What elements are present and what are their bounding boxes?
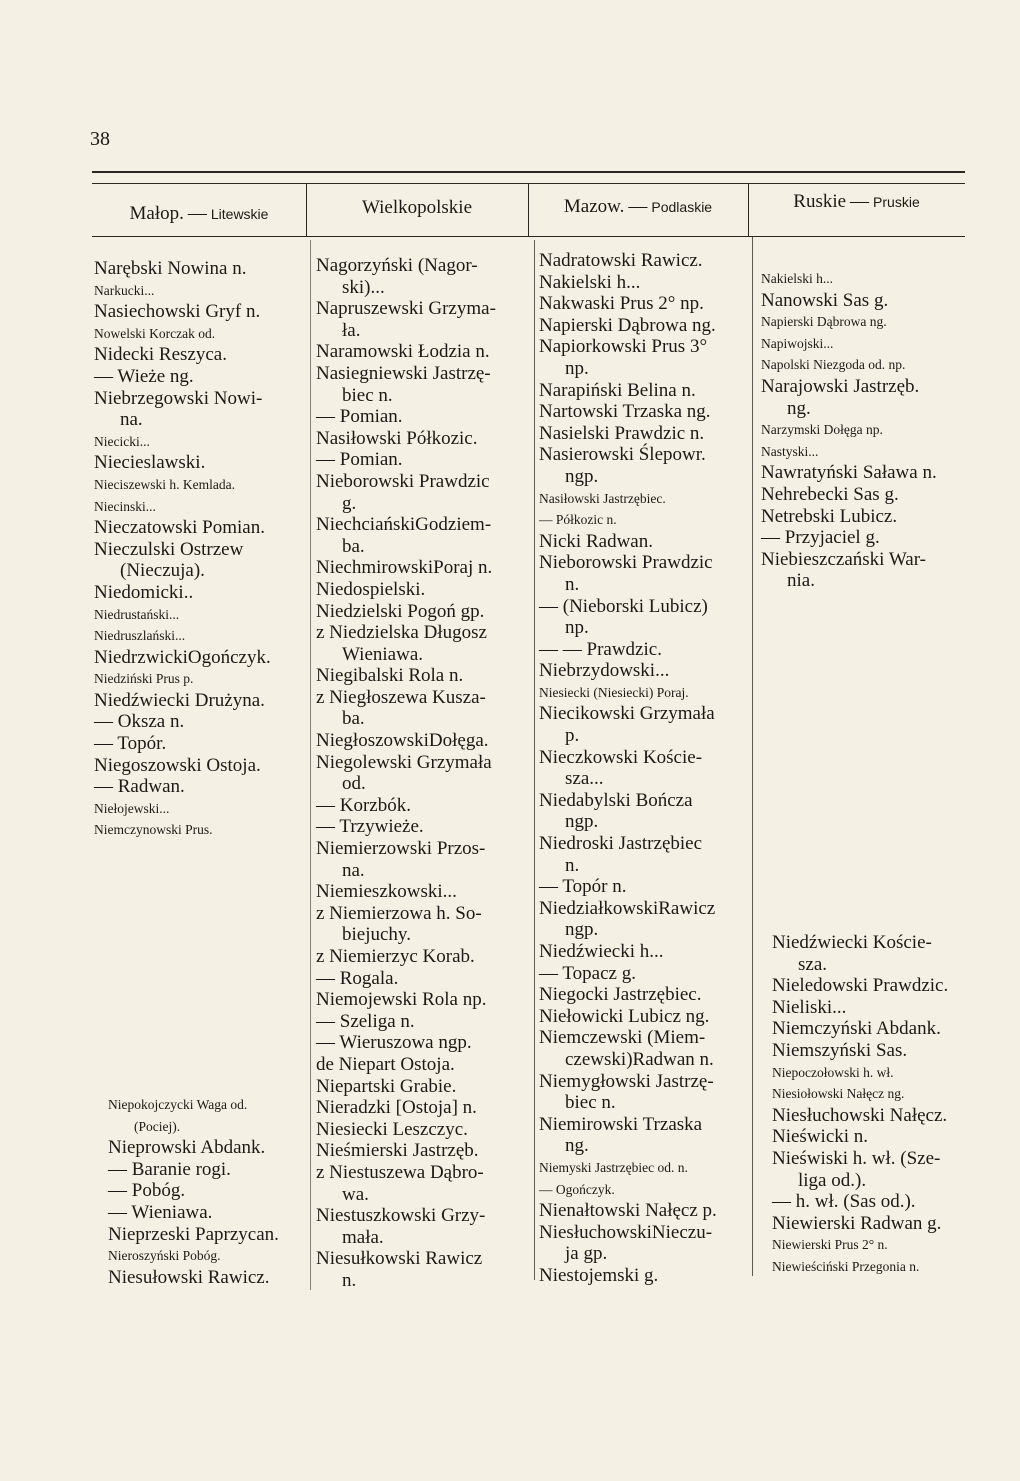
armorial-entry: Nasierowski Ślepowr. xyxy=(539,444,706,466)
armorial-entry: Nakielski h... xyxy=(539,271,641,293)
armorial-entry: Niecieslawski. xyxy=(94,452,206,474)
armorial-entry: Nienałtowski Nałęcz p. xyxy=(539,1200,717,1222)
armorial-entry: Niecicki... xyxy=(94,433,150,449)
armorial-entry: n. xyxy=(565,573,580,595)
armorial-entry: — Topór n. xyxy=(539,876,627,898)
armorial-entry: sza... xyxy=(565,768,604,790)
armorial-entry: Nasiegniewski Jastrzę- xyxy=(316,362,491,384)
top-rule xyxy=(92,171,965,173)
armorial-entry: Nakwaski Prus 2° np. xyxy=(539,293,704,315)
armorial-entry: Niemieszkowski... xyxy=(316,881,457,903)
armorial-entry: (Nieczuja). xyxy=(120,560,205,582)
armorial-entry: Niemirowski Trzaska xyxy=(539,1113,703,1135)
armorial-entry: ba. xyxy=(342,708,365,730)
armorial-entry: Nieczatowski Pomian. xyxy=(94,517,265,539)
armorial-entry: ła. xyxy=(342,319,361,341)
armorial-entry: Niemczyński Abdank. xyxy=(772,1018,941,1040)
armorial-entry: Nieliski... xyxy=(772,996,847,1018)
armorial-entry: Niesiecki Leszczyc. xyxy=(316,1118,468,1140)
armorial-entry: Niedruszlański... xyxy=(94,628,186,644)
armorial-entry: Narkucki... xyxy=(94,282,155,298)
armorial-entry: Niedźwiecki Koście- xyxy=(772,932,932,953)
armorial-entry: Niełojewski... xyxy=(94,800,170,816)
armorial-entry: Niedziński Prus p. xyxy=(94,671,194,687)
armorial-entry: wa. xyxy=(342,1183,369,1205)
armorial-entry: Nieciszewski h. Kemlada. xyxy=(94,476,235,492)
armorial-entry: Niedomicki.. xyxy=(94,581,194,603)
header-dash: — xyxy=(628,196,648,217)
armorial-entry: Narapiński Belina n. xyxy=(539,379,696,401)
column-malop-litewskie-block-1 xyxy=(94,258,308,841)
armorial-entry: Niemczynowski Prus. xyxy=(94,822,213,838)
armorial-entry: z Niegłoszewa Kusza- xyxy=(316,686,486,708)
armorial-entry: Nasiłowski Jastrzębiec. xyxy=(539,490,666,506)
armorial-entry: np. xyxy=(565,617,589,639)
header-sub: Litewskie xyxy=(210,206,269,222)
armorial-entry: Niedźwiecki h... xyxy=(539,941,664,962)
armorial-entry: Niesiecki (Niesiecki) Poraj. xyxy=(539,684,689,700)
column-ruskie-pruskie-block-1 xyxy=(761,268,976,592)
armorial-entry: — Pomian. xyxy=(316,449,403,471)
armorial-entry: NiechmirowskiPoraj n. xyxy=(316,557,493,579)
armorial-entry: Nanowski Sas g. xyxy=(761,289,889,311)
armorial-entry: — Szeliga n. xyxy=(316,1010,415,1032)
armorial-entry: Nieborowski Prawdzic xyxy=(316,470,490,492)
armorial-entry: czewski)Radwan n. xyxy=(565,1048,714,1070)
armorial-entry: n. xyxy=(342,1269,357,1291)
armorial-entry: Niemyski Jastrzębiec od. n. xyxy=(539,1159,688,1175)
armorial-entry: Niemierzowski Przos- xyxy=(316,838,486,860)
header-sub: Podlaskie xyxy=(651,199,713,215)
armorial-entry: — Wieniawa. xyxy=(108,1201,213,1223)
header-main: Mazow. xyxy=(563,196,625,217)
header-main: Ruskie xyxy=(793,191,847,212)
armorial-entry: Nieledowski Prawdzic. xyxy=(772,975,949,997)
armorial-entry: NiegłoszowskiDołęga. xyxy=(316,730,489,752)
armorial-entry: Napierski Dąbrowa ng. xyxy=(539,314,716,336)
armorial-entry: sza. xyxy=(798,953,828,975)
armorial-entry: Napolski Niezgoda od. np. xyxy=(761,357,906,373)
armorial-entry: nia. xyxy=(787,570,815,592)
armorial-entry: — Rogala. xyxy=(316,967,399,989)
armorial-entry: — Półkozic n. xyxy=(539,512,617,528)
armorial-entry: Niedroski Jastrzębiec xyxy=(539,833,703,855)
armorial-entry: Netrebski Lubicz. xyxy=(761,505,898,527)
armorial-entry: Niebrzegowski Nowi- xyxy=(94,387,263,409)
armorial-entry: Nakielski h... xyxy=(761,271,833,286)
armorial-entry: Narzymski Dołęga np. xyxy=(761,422,883,438)
header-wielkopolskie xyxy=(306,197,528,219)
armorial-entry: Niegoszowski Ostoja. xyxy=(94,754,261,776)
armorial-entry: na. xyxy=(342,859,365,881)
armorial-entry: Wieniawa. xyxy=(342,643,424,665)
armorial-entry: Niestuszkowski Grzy- xyxy=(316,1205,486,1227)
armorial-entry: Nieświcki n. xyxy=(772,1126,869,1148)
armorial-entry: g. xyxy=(342,492,357,514)
armorial-entry: — Oksza n. xyxy=(94,711,185,733)
armorial-entry: Niepartski Grabie. xyxy=(316,1075,457,1097)
armorial-entry: Niepoczołowski h. wł. xyxy=(772,1064,894,1080)
armorial-entry: Napiorkowski Prus 3° xyxy=(539,336,708,358)
armorial-entry: Nawratyński Saława n. xyxy=(761,462,937,484)
armorial-entry: n. xyxy=(565,854,580,876)
armorial-entry: Niemszyński Sas. xyxy=(772,1039,908,1061)
armorial-entry: Niedrustański... xyxy=(94,606,180,622)
armorial-entry: Nasiechowski Gryf n. xyxy=(94,301,261,323)
header-malop-litewskie xyxy=(92,203,306,225)
page-number: 38 xyxy=(90,128,110,150)
armorial-entry: ng. xyxy=(565,1135,589,1157)
column-mazow-podlaskie-block-1 xyxy=(539,250,757,1287)
armorial-entry: NiedrzwickiOgończyk. xyxy=(94,646,271,668)
armorial-entry: mała. xyxy=(342,1226,384,1248)
armorial-entry: (Pociej). xyxy=(134,1118,181,1134)
armorial-entry: Nieprowski Abdank. xyxy=(108,1137,266,1159)
armorial-entry: np. xyxy=(565,357,589,379)
column-malop-litewskie-block-2 xyxy=(108,1094,322,1288)
armorial-entry: — Ogończyk. xyxy=(539,1181,615,1197)
armorial-entry: NiechciańskiGodziem- xyxy=(316,514,492,536)
armorial-entry: Niemygłowski Jastrzę- xyxy=(539,1070,714,1092)
armorial-entry: biec n. xyxy=(565,1092,616,1114)
armorial-entry: — Radwan. xyxy=(94,776,185,798)
armorial-entry: Nagorzyński (Nagor- xyxy=(316,255,478,276)
armorial-entry: Nasielski Prawdzic n. xyxy=(539,422,705,444)
armorial-entry: Nieprzeski Paprzycan. xyxy=(108,1223,279,1245)
armorial-entry: Niegibalski Rola n. xyxy=(316,665,464,687)
armorial-entry: Niesułkowski Rawicz xyxy=(316,1248,483,1270)
armorial-entry: p. xyxy=(565,725,580,747)
armorial-entry: — h. wł. (Sas od.). xyxy=(772,1191,916,1213)
armorial-entry: Narajowski Jastrzęb. xyxy=(761,375,920,397)
armorial-entry: Niesiołowski Nałęcz ng. xyxy=(772,1086,905,1102)
armorial-entry: Nieczkowski Koście- xyxy=(539,746,703,768)
armorial-entry: Niedźwiecki Drużyna. xyxy=(94,689,265,711)
armorial-entry: biec n. xyxy=(342,384,393,406)
armorial-entry: — Topór. xyxy=(94,733,167,755)
armorial-entry: Niestojemski g. xyxy=(539,1264,659,1286)
armorial-entry: ski)... xyxy=(342,276,385,298)
armorial-entry: Nidecki Reszyca. xyxy=(94,344,227,366)
armorial-entry: — Pobóg. xyxy=(108,1180,186,1202)
armorial-entry: Nieroszyński Pobóg. xyxy=(108,1248,221,1264)
armorial-entry: Niesułowski Rawicz. xyxy=(108,1266,270,1288)
armorial-entry: Napruszewski Grzyma- xyxy=(316,298,496,320)
armorial-entry: Niełowicki Lubicz ng. xyxy=(539,1005,710,1027)
armorial-entry: Niewieściński Przegonia n. xyxy=(772,1258,920,1274)
armorial-entry: z Niemierzowa h. So- xyxy=(316,902,482,924)
armorial-entry: Niegolewski Grzymała xyxy=(316,751,492,773)
armorial-entry: Niemczewski (Miem- xyxy=(539,1027,706,1049)
header-mazow-podlaskie xyxy=(528,196,748,218)
armorial-entry: Nadratowski Rawicz. xyxy=(539,250,703,271)
armorial-entry: ja gp. xyxy=(565,1243,608,1265)
armorial-entry: ngp. xyxy=(565,919,599,941)
armorial-entry: Niemojewski Rola np. xyxy=(316,989,487,1011)
armorial-entry: de Niepart Ostoja. xyxy=(316,1053,455,1075)
armorial-entry: Niesłuchowski Nałęcz. xyxy=(772,1104,948,1126)
armorial-entry: od. xyxy=(342,773,366,795)
header-main: Małop. xyxy=(129,203,184,224)
armorial-entry: Nowelski Korczak od. xyxy=(94,325,216,341)
armorial-entry: Niedospielski. xyxy=(316,578,426,600)
armorial-entry: Nastyski... xyxy=(761,443,819,459)
header-main: Wielkopolskie xyxy=(361,197,473,218)
armorial-entry: — Przyjaciel g. xyxy=(761,527,880,549)
armorial-entry: ngp. xyxy=(565,811,599,833)
armorial-entry: Niewierski Radwan g. xyxy=(772,1212,942,1234)
armorial-entry: ba. xyxy=(342,535,365,557)
armorial-entry: — — Prawdzic. xyxy=(539,638,662,660)
armorial-entry: NiesłuchowskiNieczu- xyxy=(539,1221,713,1243)
armorial-entry: NiedziałkowskiRawicz xyxy=(539,897,716,919)
header-ruskie-pruskie xyxy=(748,191,965,213)
armorial-entry: Niepokojczycki Waga od. xyxy=(108,1097,248,1112)
armorial-entry: Nieczulski Ostrzew xyxy=(94,538,244,560)
armorial-entry: Niecinski... xyxy=(94,498,156,514)
armorial-entry: Nieborowski Prawdzic xyxy=(539,552,713,574)
armorial-entry: Naramowski Łodzia n. xyxy=(316,341,490,363)
armorial-entry: — Pomian. xyxy=(316,406,403,428)
header-sub: Pruskie xyxy=(873,194,920,210)
armorial-entry: — Trzywieże. xyxy=(316,816,424,838)
armorial-entry: na. xyxy=(120,409,143,431)
armorial-entry: Nehrebecki Sas g. xyxy=(761,483,899,505)
column-ruskie-pruskie-block-2 xyxy=(772,932,987,1278)
armorial-entry: Napierski Dąbrowa ng. xyxy=(761,314,887,330)
column-wielkopolskie-block-1 xyxy=(316,255,536,1292)
header-dash: — xyxy=(850,191,870,212)
armorial-entry: Nieśmierski Jastrzęb. xyxy=(316,1140,479,1162)
armorial-entry: — Wieże ng. xyxy=(94,365,194,387)
armorial-entry: z Niemierzyc Korab. xyxy=(316,946,475,967)
armorial-entry: — Baranie rogi. xyxy=(108,1158,231,1180)
armorial-entry: z Niedzielska Długosz xyxy=(316,622,487,644)
armorial-entry: ngp. xyxy=(565,465,599,487)
armorial-entry: Niedzielski Pogoń gp. xyxy=(316,600,485,622)
armorial-entry: biejuchy. xyxy=(342,924,411,946)
armorial-entry: ng. xyxy=(787,397,811,419)
armorial-entry: Niedabylski Bończa xyxy=(539,789,693,811)
armorial-entry: Niegocki Jastrzębiec. xyxy=(539,984,702,1006)
armorial-entry: — Topacz g. xyxy=(539,962,636,984)
armorial-entry: — (Nieborski Lubicz) xyxy=(539,595,708,617)
armorial-entry: Nieświski h. wł. (Sze- xyxy=(772,1147,941,1169)
armorial-entry: z Niestuszewa Dąbro- xyxy=(316,1161,484,1183)
header-dash: — xyxy=(187,203,207,224)
armorial-entry: Nasiłowski Półkozic. xyxy=(316,427,478,449)
armorial-entry: Narębski Nowina n. xyxy=(94,258,247,279)
armorial-entry: Niebieszczański War- xyxy=(761,548,926,570)
armorial-entry: Niebrzydowski... xyxy=(539,660,670,682)
armorial-entry: liga od.). xyxy=(798,1169,867,1191)
armorial-entry: — Wieruszowa ngp. xyxy=(316,1032,472,1054)
armorial-entry: Niecikowski Grzymała xyxy=(539,703,715,725)
armorial-entry: Nartowski Trzaska ng. xyxy=(539,401,711,423)
armorial-entry: Nieradzki [Ostoja] n. xyxy=(316,1097,477,1119)
armorial-entry: Nicki Radwan. xyxy=(539,530,653,552)
armorial-entry: Niewierski Prus 2° n. xyxy=(772,1237,888,1253)
armorial-entry: Napiwojski... xyxy=(761,335,834,351)
armorial-entry: — Korzbók. xyxy=(316,794,411,816)
